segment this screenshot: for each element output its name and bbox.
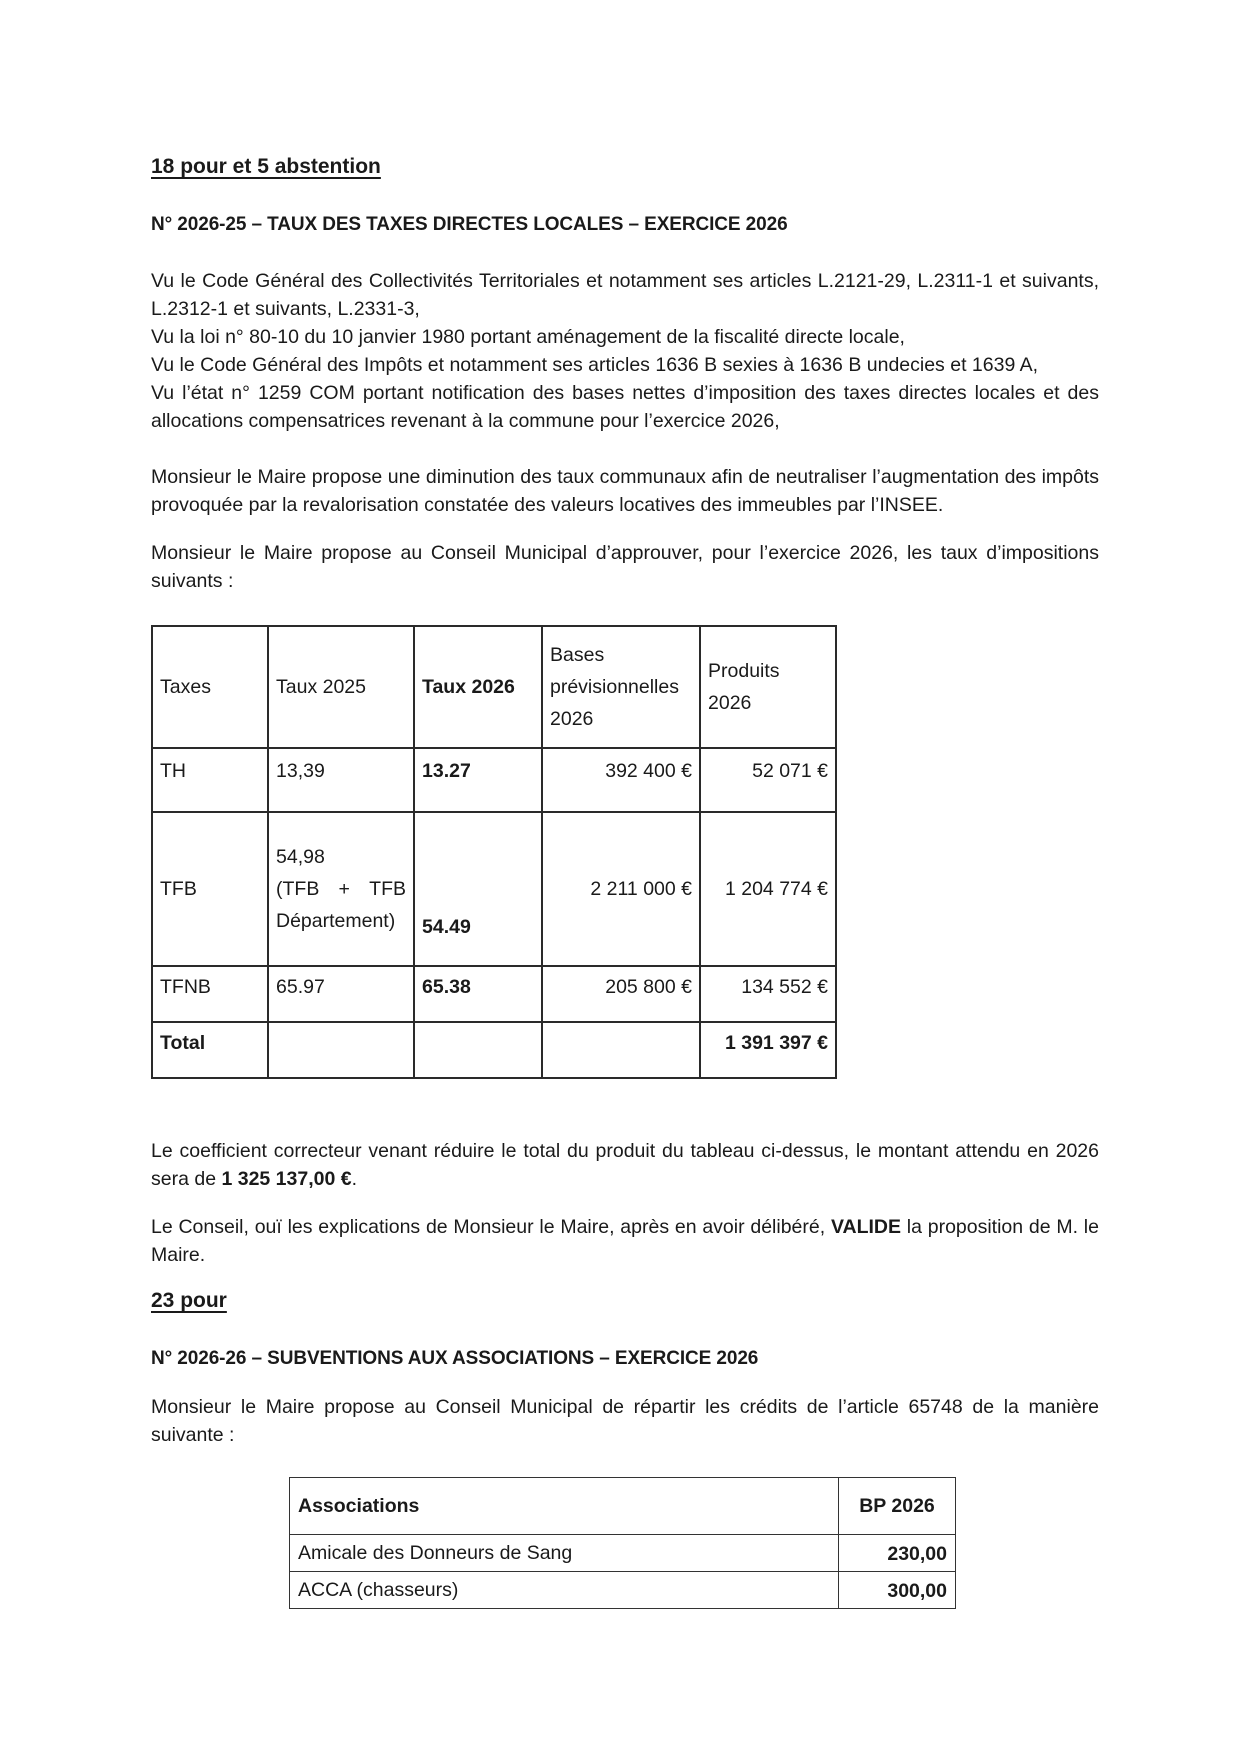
- cell-taux-2025-note-line: [276, 873, 406, 905]
- cell-association-amount: 300,00: [839, 1572, 956, 1609]
- decision-text: Le Conseil, ouï les explications de Monsieur le Maire, après en avoir délibéré,: [151, 1216, 831, 1238]
- coefficient-amount: 1 325 137,00 €: [221, 1168, 352, 1190]
- document-page: [151, 150, 1099, 1609]
- cell-bases: 205 800 €: [542, 966, 700, 1022]
- deliberation-heading-2026-25: N° 2026-25 – TAUX DES TAXES DIRECTES LOCALES – EXERCICE 2026: [151, 214, 788, 235]
- visa-cgct: Vu le Code Général des Collectivités Territoriales et notamment ses articles L.2121-29, L.2311-1 et suivants, L.2312-1 et suivants, L.2331-3,: [151, 270, 1099, 320]
- cell-association-amount: 230,00: [839, 1535, 956, 1572]
- cell-taux-2026-text: 54.49: [422, 916, 471, 938]
- deliberation-heading-2026-26: N° 2026-26 – SUBVENTIONS AUX ASSOCIATIONS – EXERCICE 2026: [151, 1348, 759, 1369]
- cell-empty: [542, 1022, 700, 1078]
- cell-taux-2026: [414, 812, 542, 966]
- cell-taux-2026: [414, 966, 542, 1022]
- decision-paragraph: [151, 1213, 1099, 1269]
- header-associations: Associations: [290, 1478, 839, 1535]
- coefficient-text: Le coefficient correcteur venant réduire le total du produit du tableau ci-dessus, le montant attendu en 2026 sera de: [151, 1140, 1099, 1190]
- total-produits-text: 1 391 397 €: [724, 1032, 828, 1054]
- cell-bases: 392 400 €: [542, 748, 700, 812]
- cell-bases: 2 211 000 €: [542, 812, 700, 966]
- note-part-a: (TFB: [276, 878, 320, 900]
- header-taux-2025: Taux 2025: [268, 626, 414, 748]
- tax-rates-table: [151, 625, 837, 1079]
- coefficient-paragraph: [151, 1137, 1099, 1193]
- header-produits: Produits 2026: [700, 626, 836, 748]
- table-row: [152, 812, 836, 966]
- cell-tax: TFNB: [152, 966, 268, 1022]
- header-taux-2026: [414, 626, 542, 748]
- table-total-row: [152, 1022, 836, 1078]
- header-bases: Bases prévisionnelles 2026: [542, 626, 700, 748]
- vote-result-2026-25: 23 pour: [151, 1289, 227, 1312]
- note-part-b: TFB: [369, 878, 406, 900]
- table-row: [152, 966, 836, 1022]
- visa-loi-80-10: Vu la loi n° 80-10 du 10 janvier 1980 portant aménagement de la fiscalité directe locale,: [151, 326, 905, 348]
- cell-taux-2025-value: 54,98: [276, 846, 325, 868]
- note-plus: +: [338, 878, 350, 900]
- associations-table: [289, 1477, 956, 1609]
- visa-etat-1259: Vu l’état n° 1259 COM portant notification des bases nettes d’imposition des taxes directes locales et des allocations compensatrices revenant à la commune pour l’exercice 2026,: [151, 382, 1099, 432]
- cell-total-produits: [700, 1022, 836, 1078]
- cell-taux-2025: [268, 812, 414, 966]
- decision-end: la proposition de M. le Maire.: [151, 1216, 1099, 1266]
- cell-empty: [414, 1022, 542, 1078]
- vote-result-previous: 18 pour et 5 abstention: [151, 155, 381, 178]
- assoc-table-header-row: [290, 1478, 956, 1535]
- header-taux-2026-text: Taux 2026: [422, 676, 515, 698]
- cell-taux-2026: [414, 748, 542, 812]
- cell-association-name: Amicale des Donneurs de Sang: [290, 1535, 839, 1572]
- subsidy-intro-paragraph: Monsieur le Maire propose au Conseil Municipal de répartir les crédits de l’article 65748 de la manière suivante :: [151, 1396, 1099, 1446]
- cell-taux-2025: 13,39: [268, 748, 414, 812]
- decision-keyword: VALIDE: [830, 1216, 901, 1238]
- total-label-text: Total: [160, 1032, 206, 1054]
- table-row: [152, 748, 836, 812]
- cell-produits: 1 204 774 €: [700, 812, 836, 966]
- cell-produits: 134 552 €: [700, 966, 836, 1022]
- note-part-c: Département): [276, 910, 396, 932]
- table-row: [290, 1572, 956, 1609]
- cell-tax: TH: [152, 748, 268, 812]
- table-row: [290, 1535, 956, 1572]
- visa-cgi: Vu le Code Général des Impôts et notamment ses articles 1636 B sexies à 1636 B undecies et 1639 A,: [151, 354, 1039, 376]
- header-taxes: Taxes: [152, 626, 268, 748]
- tax-table-header-row: [152, 626, 836, 748]
- cell-taux-2026-text: 65.38: [422, 976, 471, 998]
- cell-association-name: ACCA (chasseurs): [290, 1572, 839, 1609]
- cell-total-label: [152, 1022, 268, 1078]
- visas-block: [151, 267, 1099, 435]
- cell-taux-2025: 65.97: [268, 966, 414, 1022]
- approval-paragraph: Monsieur le Maire propose au Conseil Municipal d’approuver, pour l’exercice 2026, les taux d’impositions suivants :: [151, 542, 1099, 592]
- cell-tax: TFB: [152, 812, 268, 966]
- coefficient-end: .: [351, 1168, 358, 1190]
- header-bp-2026: BP 2026: [839, 1478, 956, 1535]
- cell-taux-2026-text: 13.27: [422, 760, 471, 782]
- cell-empty: [268, 1022, 414, 1078]
- cell-produits: 52 071 €: [700, 748, 836, 812]
- proposal-paragraph: Monsieur le Maire propose une diminution des taux communaux afin de neutraliser l’augmentation des impôts provoquée par la revalorisation constatée des valeurs locatives des immeubles par l’INSEE.: [151, 466, 1099, 516]
